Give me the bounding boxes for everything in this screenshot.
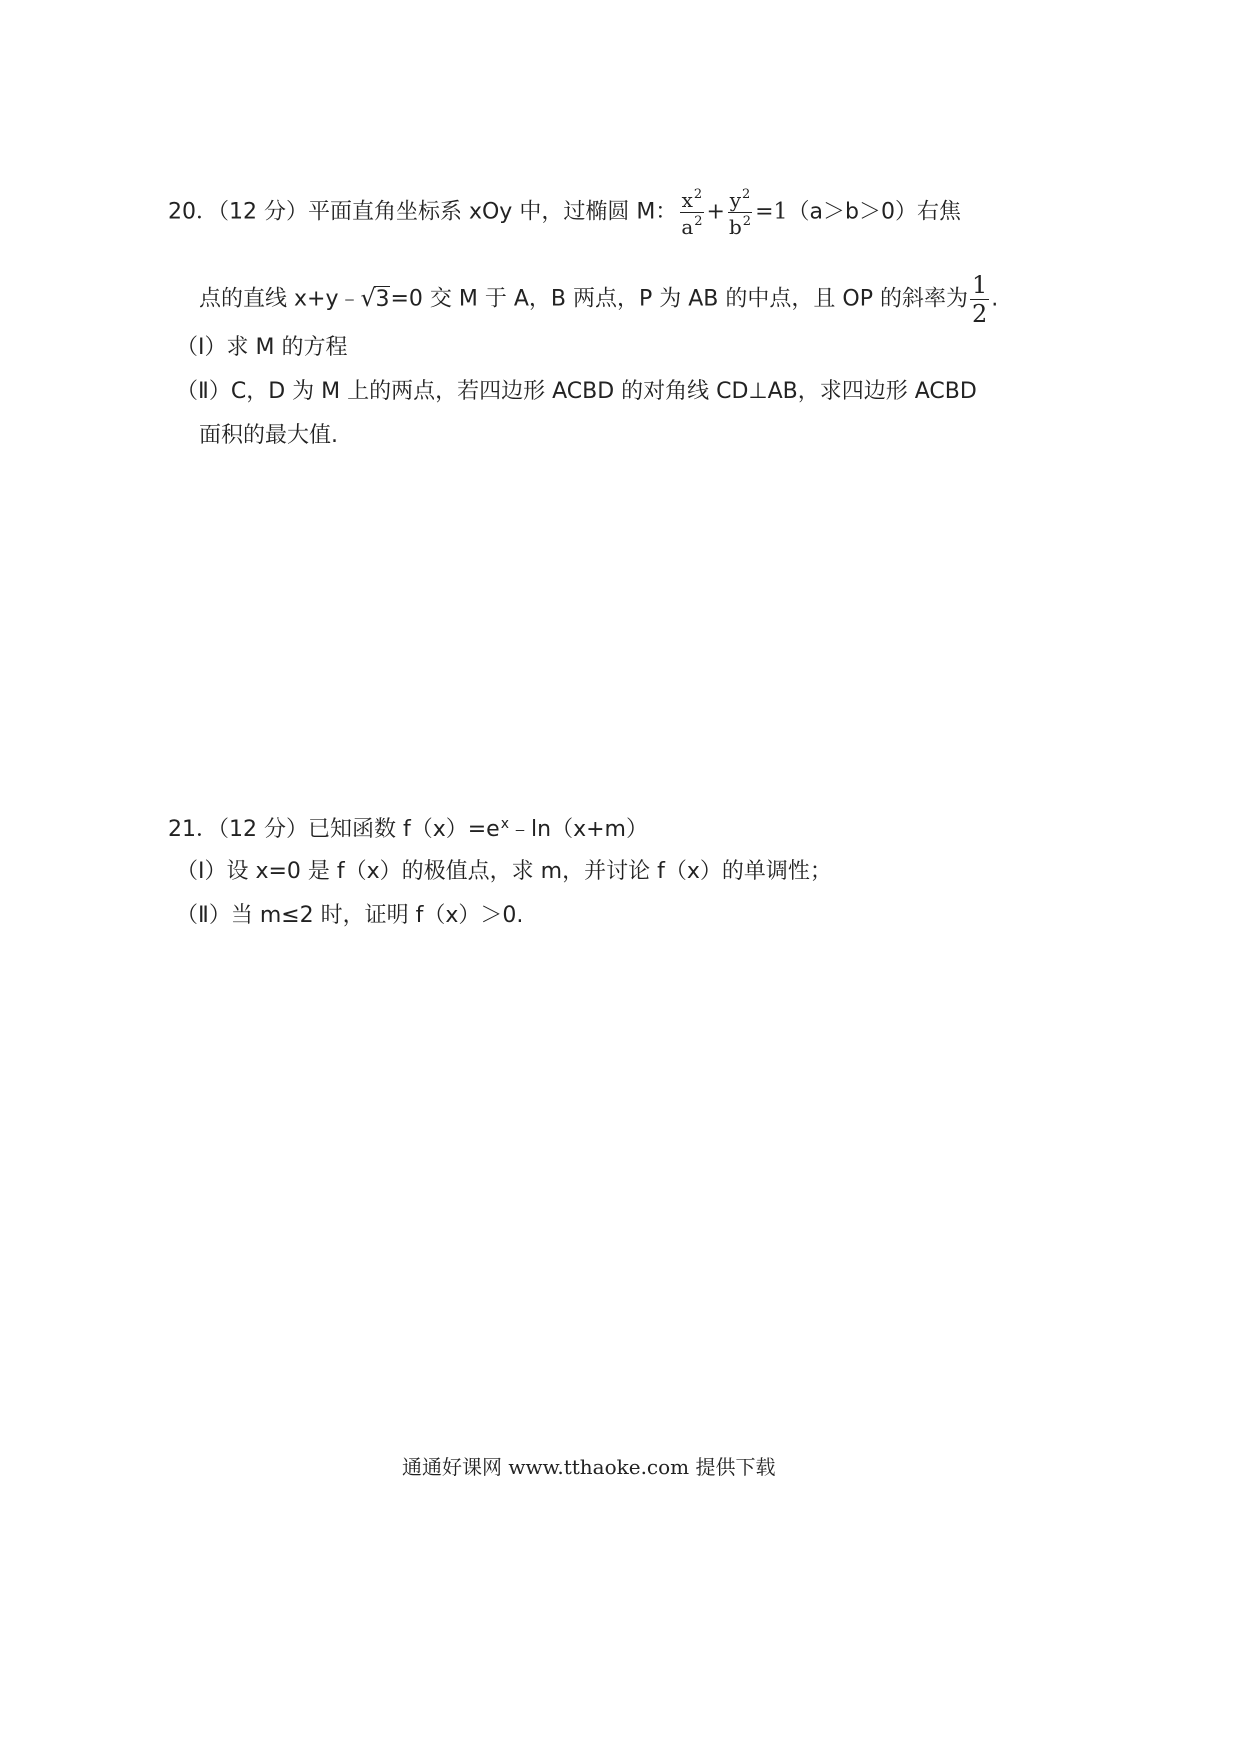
q20-part1: （Ⅰ）求 M 的方程 — [176, 335, 348, 360]
q21-intro-start: 21．（12 分）已知函数 f（x）=e — [168, 817, 500, 842]
q20-title-line — [168, 188, 961, 237]
page-footer: 通通好课网 www.tthaoke.com 提供下载 — [402, 1455, 776, 1479]
equals-one: =1 — [755, 199, 788, 225]
q20-part2-line2: 面积的最大值. — [199, 423, 338, 448]
q20-line2-mid: =0 交 M 于 A，B 两点，P 为 AB 的中点，且 OP 的斜率为 — [390, 286, 968, 312]
q20-line2-start: 点的直线 x+y﹣ — [199, 286, 361, 312]
q20-line2 — [199, 273, 998, 326]
q20-intro: 20．（12 分）平面直角坐标系 xOy 中，过椭圆 M： — [168, 199, 678, 225]
q21-part2: （Ⅱ）当 m≤2 时，证明 f（x）＞0. — [176, 903, 524, 928]
q21-intro-end: ﹣ln（x+m） — [509, 817, 648, 842]
x2-over-a2-fraction: $\frac{x^2}{a^2}$ — [681, 187, 703, 239]
q21-title-line — [168, 817, 648, 841]
q20-condition: （a＞b＞0）右焦 — [787, 199, 961, 225]
exponent-x: x — [500, 816, 510, 832]
y2-over-b2-fraction: $\frac{y^2}{b^2}$ — [728, 187, 752, 239]
plus-sign: + — [706, 199, 725, 225]
one-half-fraction: $\frac{1}{2}$ — [971, 271, 988, 328]
q21-part1: （I）设 x=0 是 f（x）的极值点，求 m，并讨论 f（x）的单调性； — [176, 859, 832, 884]
q20-period: . — [991, 286, 999, 312]
sqrt-3: √ 3 — [360, 283, 390, 312]
q20-part2-line1: （Ⅱ）C，D 为 M 上的两点，若四边形 ACBD 的对角线 CD⊥AB，求四边形 ACBD — [176, 379, 977, 404]
